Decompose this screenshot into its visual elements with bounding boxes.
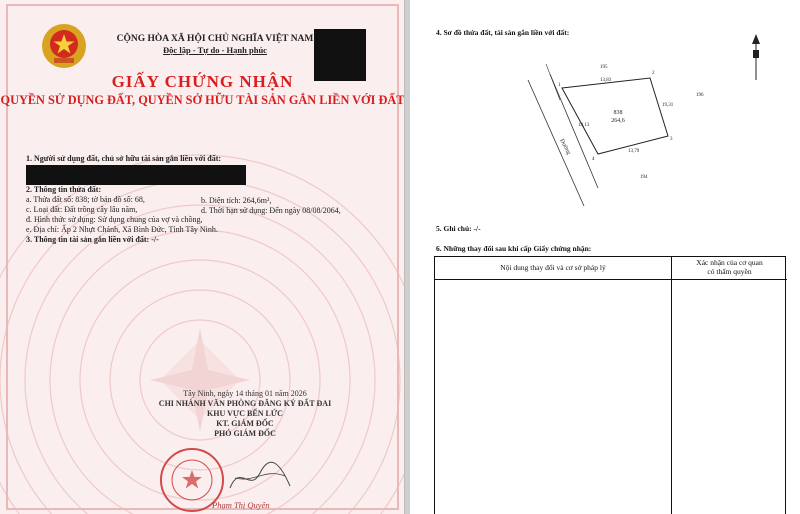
certificate-subtitle: QUYỀN SỬ DỤNG ĐẤT, QUYỀN SỞ HỮU TÀI SẢN GẮN LIỀN VỚI ĐẤT [0,93,405,107]
dim-left: 19,13 [578,123,590,128]
section-notes: 5. Ghi chú: -/- [436,224,481,233]
dim-top: 13,83 [600,78,612,83]
section-diagram-heading: 4. Sơ đồ thửa đất, tài sản gắn liền với đất: [436,28,570,37]
road-line-outer [528,80,584,206]
road-line-inner [550,74,598,188]
section-parcel-heading: 2. Thông tin thửa đất: [26,185,102,194]
dim-right: 19,31 [662,103,674,108]
certificate-page-2 [410,0,800,514]
north-arrow-icon [752,34,760,80]
nation-header: CỘNG HÒA XÃ HỘI CHỦ NGHĨA VIỆT NAM [116,34,314,44]
parcel-diagram [500,28,800,218]
table-column-divider [671,257,672,514]
parcel-number-label: 838 [613,110,623,116]
section-owner-heading: 1. Người sử dụng đất, chủ sở hữu tài sản gắn liền với đất: [26,154,222,163]
signer-name: Phạm Thị Quyên [212,500,270,510]
usage-form: đ. Hình thức sử dụng: Sử dụng chung của vợ và chồng, [26,215,203,224]
neighbor-right: 196 [696,93,704,98]
col-authority-header-line2: có thẩm quyền [707,266,752,276]
section-assets: 3. Thông tin tài sản gắn liền với đất: -/- [26,235,159,244]
dim-bottom: 13,79 [628,149,640,154]
parcel-address: e. Địa chỉ: Ấp 2 Nhựt Chánh, Xã Bình Đức, Tỉnh Tây Ninh. [26,225,218,234]
col-changes-header: Nội dung thay đổi và cơ sở pháp lý [500,263,606,272]
neighbor-top: 195 [600,65,608,70]
parcel-area-label: 264,6 [611,118,625,124]
changes-table [434,256,786,514]
parcel-area: b. Diện tích: 264,6m², [201,196,272,205]
land-type: c. Loại đất: Đất trồng cây lâu năm, [26,205,138,214]
corner-1: 1 [558,83,561,88]
signer-title: PHÓ GIÁM ĐỐC [214,429,276,438]
handwritten-signature [225,458,295,498]
signer-role: KT. GIÁM ĐỐC [216,419,274,428]
col-authority-header-line1: Xác nhận của cơ quan [696,258,763,267]
issuing-office: CHI NHÁNH VĂN PHÒNG ĐĂNG KÝ ĐẤT ĐAI [158,399,332,408]
issue-date: Tây Ninh, ngày 14 tháng 01 năm 2026 [183,389,307,398]
redacted-owner-name [26,165,246,185]
section-changes-heading: 6. Những thay đổi sau khi cấp Giấy chứng nhận: [436,244,592,253]
road-label: Đường [558,138,572,156]
parcel-boundary [562,78,668,154]
road-tick [546,64,560,100]
corner-4: 4 [592,157,595,162]
corner-2: 2 [652,71,655,76]
certificate-title: GIẤY CHỨNG NHẬN [111,72,294,91]
national-emblem-icon [40,22,88,70]
corner-3: 3 [670,137,673,142]
table-header-divider [435,279,787,280]
parcel-number: a. Thửa đất số: 838; tờ bản đồ số: 68, [26,195,145,204]
neighbor-bottom: 194 [640,175,648,180]
col-authority-header [672,259,787,276]
usage-term: d. Thời hạn sử dụng: Đến ngày 08/08/2064, [201,206,341,215]
motto: Độc lập - Tự do - Hạnh phúc [163,45,267,55]
issuing-office-area: KHU VỰC BẾN LỨC [207,409,283,418]
